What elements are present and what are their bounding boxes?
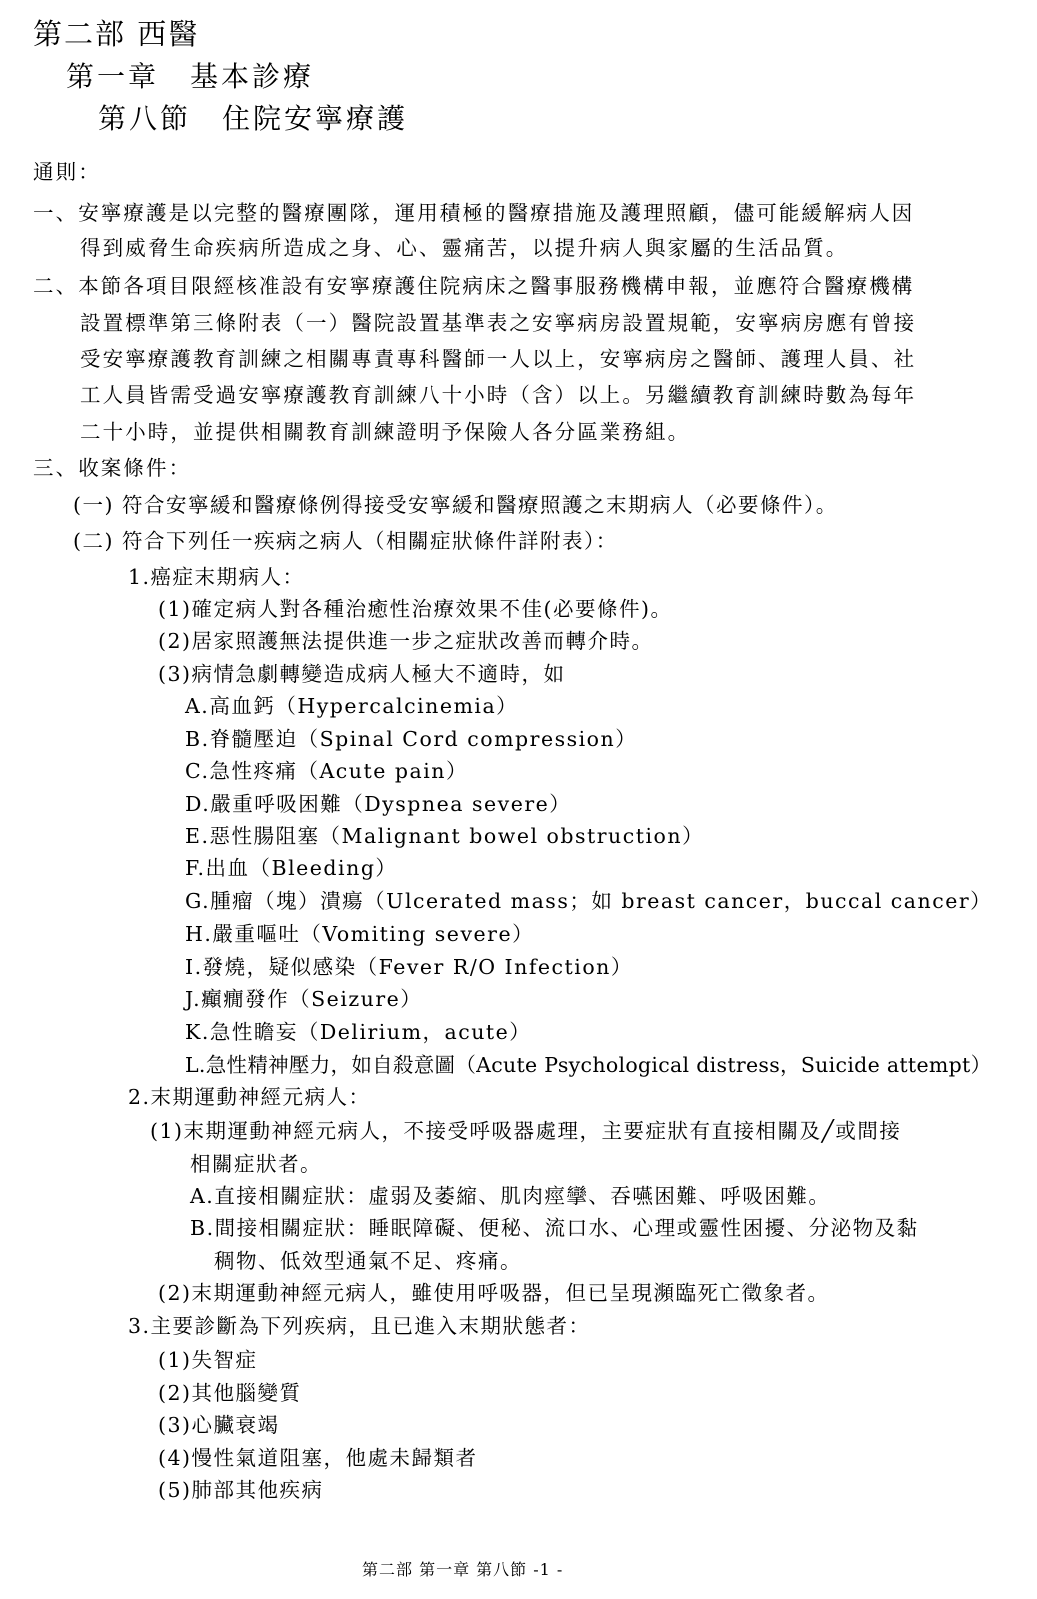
symptom-item: D.嚴重呼吸困難（Dyspnea severe） xyxy=(185,792,572,816)
rule-two-line: 受安寧療護教育訓練之相關專責專科醫師一人以上，安寧病房之醫師、護理人員、社 xyxy=(80,347,917,371)
als-indirect-symptoms: B.間接相關症狀：睡眠障礙、便秘、流口水、心理或靈性困擾、分泌物及黏 xyxy=(190,1216,919,1240)
section-title: 第八節 住院安寧療護 xyxy=(98,102,409,135)
rules-heading: 通則： xyxy=(33,160,101,184)
diagnosis-item: (4)慢性氣道阻塞，他處未歸類者 xyxy=(158,1446,478,1470)
part-title: 第二部 西醫 xyxy=(33,17,200,51)
rule-one-line: 得到威脅生命疾病所造成之身、心、靈痛苦，以提升病人與家屬的生活品質。 xyxy=(80,236,849,260)
diagnosis-item: (3)心臟衰竭 xyxy=(158,1413,280,1437)
chapter-title: 第一章 基本診療 xyxy=(66,60,315,93)
page-footer: 第二部 第一章 第八節 -1 - xyxy=(362,1560,564,1579)
admission-condition-required: (一) 符合安寧緩和醫療條例得接受安寧緩和醫療照護之末期病人（必要條件）。 xyxy=(73,493,838,517)
symptom-item: K.急性瞻妄（Delirium，acute） xyxy=(185,1020,532,1044)
rule-one-line: 一、安寧療護是以完整的醫療團隊，運用積極的醫療措施及護理照顧，儘可能緩解病人因 xyxy=(33,201,915,225)
symptom-item: A.高血鈣（Hypercalcinemia） xyxy=(185,694,519,718)
symptom-item: C.急性疼痛（Acute pain） xyxy=(185,759,468,783)
other-diagnoses-heading: 3.主要診斷為下列疾病，且已進入末期狀態者： xyxy=(128,1314,591,1338)
als-direct-symptoms: A.直接相關症狀：虛弱及萎縮、肌肉痙攣、吞嚥困難、呼吸困難。 xyxy=(190,1184,831,1208)
symptom-item: L.急性精神壓力，如自殺意圖（Acute Psychological distress，Suicide attempt） xyxy=(185,1053,992,1077)
cancer-criterion: (1)確定病人對各種治癒性治療效果不佳(必要條件)。 xyxy=(158,597,673,621)
symptom-item: G.腫瘤（塊）潰瘍（Ulcerated mass；如 breast cancer，buccal cancer） xyxy=(185,889,993,913)
diagnosis-item: (1)失智症 xyxy=(158,1348,258,1372)
diagnosis-item: (5)肺部其他疾病 xyxy=(158,1478,324,1502)
symptom-item: J.癲癇發作（Seizure） xyxy=(185,987,423,1011)
cancer-criterion: (3)病情急劇轉變造成病人極大不適時，如 xyxy=(158,662,566,686)
als-criterion-cont: 相關症狀者。 xyxy=(190,1152,322,1176)
symptom-item: E.惡性腸阻塞（Malignant bowel obstruction） xyxy=(185,824,705,848)
rule-two-line: 二、本節各項目限經核准設有安寧療護住院病床之醫事服務機構申報，並應符合醫療機構 xyxy=(33,274,915,298)
als-criterion: (2)末期運動神經元病人，雖使用呼吸器，但已呈現瀕臨死亡徵象者。 xyxy=(158,1281,830,1305)
als-criterion: (1)末期運動神經元病人，不接受呼吸器處理，主要症狀有直接相關及╱或間接 xyxy=(150,1119,902,1143)
symptom-item: H.嚴重嘔吐（Vomiting severe） xyxy=(185,922,535,946)
rule-two-line: 工人員皆需受過安寧療護教育訓練八十小時（含）以上。另繼續教育訓練時數為每年 xyxy=(80,383,917,407)
rule-two-line: 二十小時，並提供相關教育訓練證明予保險人各分區業務組。 xyxy=(80,420,691,444)
cancer-heading: 1.癌症末期病人： xyxy=(128,565,305,589)
rule-three-title: 三、收案條件： xyxy=(33,456,192,480)
als-indirect-symptoms-cont: 稠物、低效型通氣不足、疼痛。 xyxy=(214,1249,522,1273)
cancer-criterion: (2)居家照護無法提供進一步之症狀改善而轉介時。 xyxy=(158,629,654,653)
symptom-item: B.脊髓壓迫（Spinal Cord compression） xyxy=(185,727,638,751)
symptom-item: I.發燒，疑似感染（Fever R/O Infection） xyxy=(185,955,633,979)
rule-two-line: 設置標準第三條附表（一）醫院設置基準表之安寧病房設置規範，安寧病房應有曾接 xyxy=(80,311,917,335)
als-heading: 2.末期運動神經元病人： xyxy=(128,1085,371,1109)
symptom-item: F.出血（Bleeding） xyxy=(185,856,398,880)
diagnosis-item: (2)其他腦變質 xyxy=(158,1381,302,1405)
admission-condition-disease: (二) 符合下列任一疾病之病人（相關症狀條件詳附表）： xyxy=(73,529,618,553)
